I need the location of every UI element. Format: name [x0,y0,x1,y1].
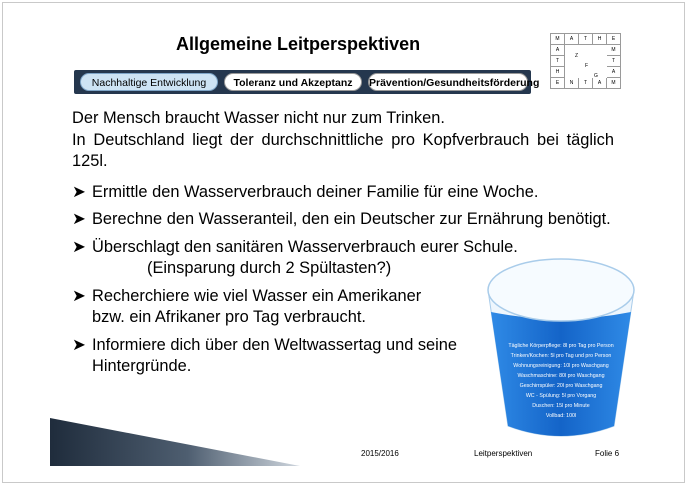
logo-cell: A [607,67,621,78]
logo-cell: N [565,78,579,89]
logo-cell: T [607,56,621,67]
bucket-rim [488,259,634,321]
logo-cell: E [551,78,565,89]
task-text: Hintergründe. [92,357,192,375]
logo-cell: T [579,78,593,89]
arrow-bullet-icon: ➤ [72,237,86,256]
logo-cell: M [607,78,621,89]
usage-line: Wohnungsreinigung: 10l pro Waschgang [513,363,609,369]
task-subtext: (Einsparung durch 2 Spültasten?) [147,259,392,277]
task-text: bzw. ein Afrikaner pro Tag verbraucht. [92,308,366,326]
task-bullet [72,182,614,204]
usage-line: Tägliche Körperpflege: 8l pro Tag pro Person [508,343,614,349]
logo-letter: Z [575,53,579,59]
usage-line: Geschirrspüler: 20l pro Waschgang [519,383,603,389]
arrow-bullet-icon: ➤ [72,210,86,228]
logo-cell: T [551,56,565,67]
water-bucket-illustration [486,256,636,442]
logo-letter: F [585,63,589,69]
logo-cell: H [551,67,565,78]
logo-cell: A [551,45,565,56]
logo-cell: E [607,34,621,45]
task-text: Recherchiere wie viel Wasser ein Amerikaner [92,286,422,305]
arrow-bullet-icon: ➤ [72,335,86,354]
tab-praevention-gesundheit[interactable]: Prävention/Gesundheitsförderung [368,73,528,91]
footer-year: 2015/2016 [361,449,399,458]
arrow-bullet-icon: ➤ [72,182,86,201]
task-text: Überschlagt den sanitären Wasserverbrauch eurer Schule. [92,237,518,256]
logo-cell: H [593,34,607,45]
logo-cell: A [593,78,607,89]
arrow-bullet-icon: ➤ [72,286,86,305]
usage-line: Trinken/Kochen: 5l pro Tag und pro Person [510,353,612,359]
logo-letter: G [594,73,598,79]
usage-line: WC - Spülung: 5l pro Vorgang [525,393,597,399]
footer-topic: Leitperspektiven [474,449,533,458]
leitperspektiven-tab-bar [74,70,540,94]
tab-toleranz-akzeptanz[interactable]: Toleranz und Akzeptanz [224,73,362,91]
usage-line: Waschmaschine: 80l pro Waschgang [517,373,605,379]
intro-paragraph: In Deutschland liegt der durchschnittliche pro Kopfverbrauch bei täglich 125l. [72,130,614,170]
task-bullet [72,209,614,231]
footer-page-number: Folie 6 [595,449,620,458]
mathematik-logo [550,33,621,89]
tab-nachhaltige-entwicklung[interactable]: Nachhaltige Entwicklung [80,73,218,91]
task-text: Informiere dich über den Weltwassertag und seine [92,335,458,354]
logo-cell: A [565,34,579,45]
logo-cell: M [607,45,621,56]
slide-title: Allgemeine Leitperspektiven [176,34,421,54]
task-text: Ermittle den Wasserverbrauch deiner Familie für eine Woche. [92,182,539,201]
usage-line: Duschen: 15l pro Minute [532,403,590,409]
task-text: Berechne den Wasseranteil, den ein Deutscher zur Ernährung benötigt. [92,210,611,228]
intro-line: Der Mensch braucht Wasser nicht nur zum Trinken. [72,109,445,127]
usage-line: Vollbad: 100l [545,413,577,419]
logo-cell: M [551,34,565,45]
logo-cell: T [579,34,593,45]
